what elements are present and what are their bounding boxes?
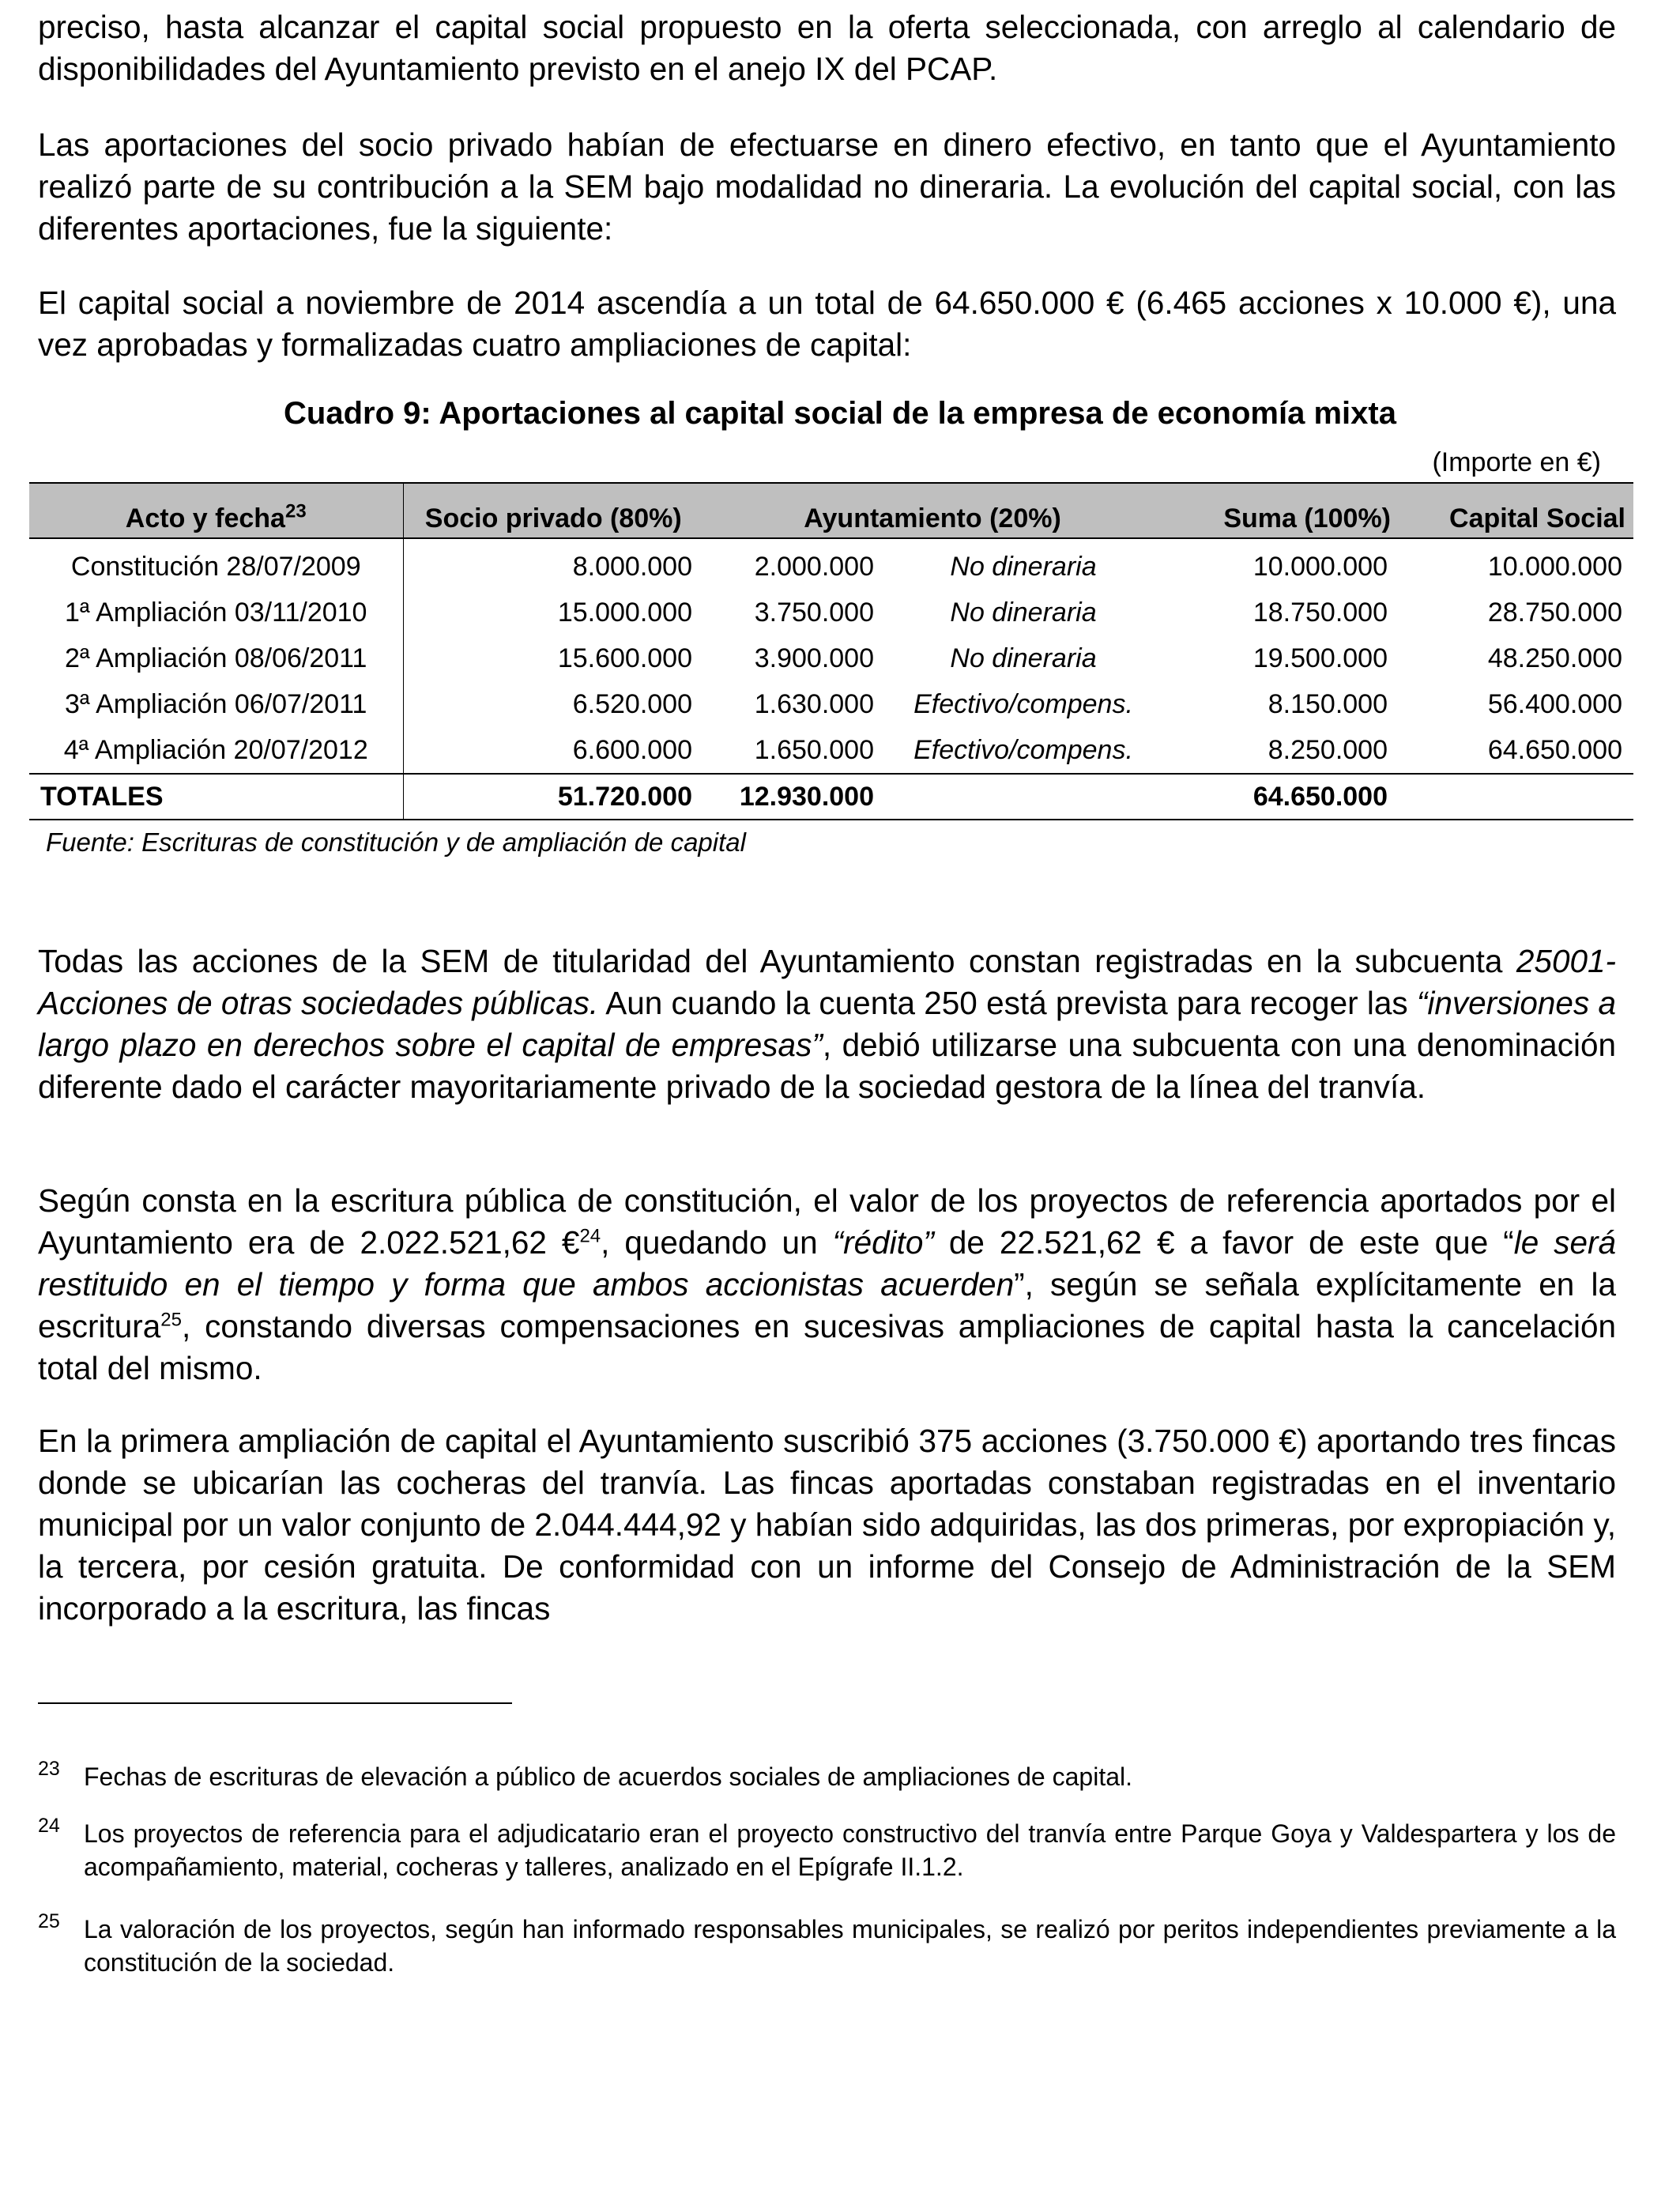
cell-socio: 15.600.000 <box>557 643 692 673</box>
cell-ayto: 3.900.000 <box>754 643 874 673</box>
cell-ayto: 3.750.000 <box>754 597 874 628</box>
header-acto: Acto y fecha$^{23}$ <box>29 483 403 538</box>
table-caption: Cuadro 9: Aportaciones al capital social de la empresa de economía mixta <box>284 396 1396 431</box>
cell-ayto: 2.000.000 <box>754 551 874 582</box>
footnote-separator <box>38 1702 512 1704</box>
capital-contributions-table <box>29 482 1633 820</box>
cell-acto: 3ª Ampliación 06/07/2011 <box>29 681 403 727</box>
cell-socio: 6.600.000 <box>403 727 703 774</box>
footnote-text: Los proyectos de referencia para el adjudicatario eran el proyecto constructivo del tranvía entre Parque Goya y Valdespartera y los de acompañamiento, material, cocheras y talleres, analizado en el Epígrafe II.1.2. <box>84 1819 1616 1881</box>
footnote-text: Fechas de escrituras de elevación a público de acuerdos sociales de ampliaciones de capital. <box>84 1762 1132 1791</box>
footnote-ref-24: 24 <box>579 1225 601 1247</box>
cell-ayto: 1.630.000 <box>754 688 874 719</box>
cell-totals-empty <box>885 774 1162 820</box>
footnote-ref-25: 25 <box>160 1309 182 1331</box>
cell-acto: Constitución 28/07/2009 <box>29 538 403 590</box>
footnote-number: 23 <box>38 1758 60 1780</box>
table-row <box>29 635 1633 681</box>
cell-modalidad: Efectivo/compens. <box>885 727 1162 774</box>
footnote-24 <box>38 1817 1616 1883</box>
cell-modalidad: No dineraria <box>950 597 1097 628</box>
cell-acto: 2ª Ampliación 08/06/2011 <box>29 635 403 681</box>
cell-totals-empty <box>1399 774 1633 820</box>
cell-suma: 8.150.000 <box>1268 688 1388 719</box>
cell-socio: 6.520.000 <box>572 688 692 719</box>
table-totals-row <box>29 774 1633 820</box>
header-suma: Suma (100%) <box>1162 483 1399 538</box>
header-ayuntamiento: Ayuntamiento (20%) <box>703 483 1162 538</box>
table-row <box>29 590 1633 635</box>
header-socio: Socio privado (80%) <box>403 483 703 538</box>
cell-totals-suma: 64.650.000 <box>1162 774 1399 820</box>
paragraph-5: Según consta en la escritura pública de constitución, el valor de los proyectos de referencia aportados por el Ayuntamiento era de 2.022.521,62 €$^{24}$, quedando un “rédito” de 22.521,62 € a favor de este que “le será restituido en el tiempo y forma que ambos accionistas acuerden”, según se señala explícitamente en la escritura$^{25}$, constando diversas compensaciones en sucesivas ampliaciones de capital hasta la cancelación total del mismo. <box>38 1182 1616 1386</box>
footnote-23 <box>38 1760 1616 1793</box>
cell-capital: 64.650.000 <box>1399 727 1633 774</box>
cell-capital: 56.400.000 <box>1487 688 1622 719</box>
cell-acto: 1ª Ampliación 03/11/2010 <box>29 590 403 635</box>
paragraph-3: El capital social a noviembre de 2014 ascendía a un total de 64.650.000 € (6.465 acciones x 10.000 €), una vez aprobadas y formalizadas cuatro ampliaciones de capital: <box>38 285 1616 363</box>
footnote-number: 25 <box>38 1910 60 1932</box>
table-row <box>29 727 1633 774</box>
cell-totals-socio: 51.720.000 <box>403 774 703 820</box>
cell-suma: 18.750.000 <box>1252 597 1388 628</box>
table-source: Fuente: Escrituras de constitución y de ampliación de capital <box>46 827 746 857</box>
table-header-row <box>29 483 1633 538</box>
table-row <box>29 681 1633 727</box>
table-row <box>29 538 1633 590</box>
cell-suma: 10.000.000 <box>1252 551 1388 582</box>
cell-ayto: 1.650.000 <box>703 727 885 774</box>
paragraph-4: Todas las acciones de la SEM de titularidad del Ayuntamiento constan registradas en la subcuenta 25001-Acciones de otras sociedades públicas. Aun cuando la cuenta 250 está prevista para recoger las “inversiones a largo plazo en derechos sobre el capital de empresas”, debió utilizarse una subcuenta con una denominación diferente dado el carácter mayoritariamente privado de la sociedad gestora de la línea del tranvía. <box>38 943 1616 1105</box>
cell-acto: 4ª Ampliación 20/07/2012 <box>29 727 403 774</box>
cell-modalidad: No dineraria <box>950 551 1097 582</box>
footnote-25 <box>38 1910 1616 1979</box>
cell-socio: 8.000.000 <box>572 551 692 582</box>
cell-totals-ayto: 12.930.000 <box>703 774 885 820</box>
cell-suma: 19.500.000 <box>1252 643 1388 673</box>
cell-socio: 15.000.000 <box>557 597 692 628</box>
cell-modalidad: No dineraria <box>950 643 1097 673</box>
cell-totals-label: TOTALES <box>29 774 403 820</box>
header-capital: Capital Social <box>1399 483 1633 538</box>
cell-capital: 10.000.000 <box>1487 551 1622 582</box>
cell-capital: 28.750.000 <box>1487 597 1622 628</box>
paragraph-1: preciso, hasta alcanzar el capital social propuesto en la oferta seleccionada, con arreglo al calendario de disponibilidades del Ayuntamiento previsto en el anejo IX del PCAP. <box>38 9 1616 87</box>
footnote-number: 24 <box>38 1815 60 1837</box>
footnote-text: La valoración de los proyectos, según han informado responsables municipales, se realizó por peritos independientes previamente a la constitución de la sociedad. <box>84 1915 1616 1977</box>
cell-modalidad: Efectivo/compens. <box>913 688 1133 719</box>
footnote-ref-23: 23 <box>284 500 307 522</box>
paragraph-2: Las aportaciones del socio privado habían de efectuarse en dinero efectivo, en tanto que el Ayuntamiento realizó parte de su contribución a la SEM bajo modalidad no dineraria. La evolución del capital social, con las diferentes aportaciones, fue la siguiente: <box>38 126 1616 247</box>
cell-capital: 48.250.000 <box>1487 643 1622 673</box>
cell-suma: 8.250.000 <box>1162 727 1399 774</box>
table-unit-note: (Importe en €) <box>1432 447 1601 477</box>
paragraph-6: En la primera ampliación de capital el Ayuntamiento suscribió 375 acciones (3.750.000 €) aportando tres fincas donde se ubicarían las cocheras del tranvía. Las fincas aportadas constaban registradas en el inventario municipal por un valor conjunto de 2.044.444,92 y habían sido adquiridas, las dos primeras, por expropiación y, la tercera, por cesión gratuita. De conformidad con un informe del Consejo de Administración de la SEM incorporado a la escritura, las fincas <box>38 1423 1616 1627</box>
